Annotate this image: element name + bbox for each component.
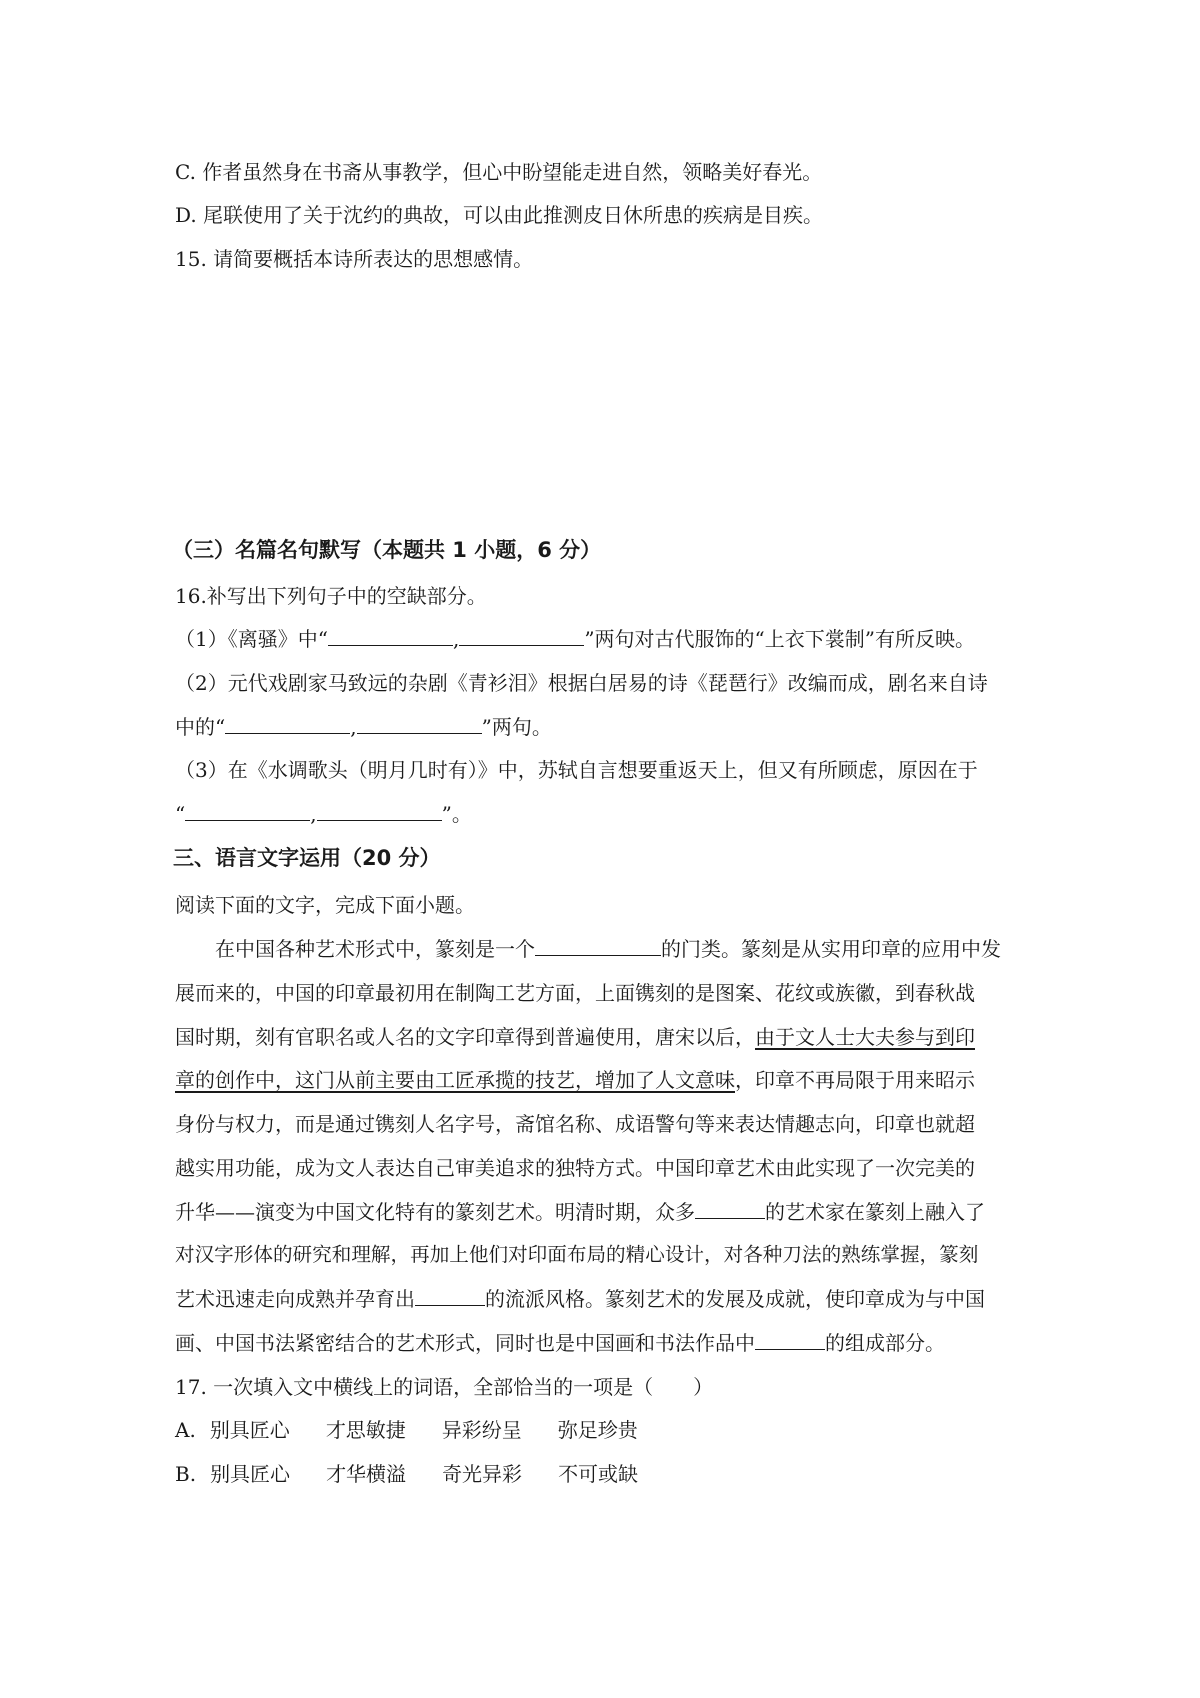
passage-underlined-text: 章的创作中，这门从前主要由工匠承揽的技艺，增加了人文意味 [175, 1068, 735, 1092]
option-word: 不可或缺 [558, 1462, 639, 1486]
q16-item1-text-a: （1）《离骚》中“ [175, 627, 328, 651]
passage-text: 的流派风格。篆刻艺术的发展及成就，使印章成为与中国 [485, 1287, 985, 1311]
passage-underlined-text: 由于文人士大夫参与到印 [755, 1025, 975, 1049]
option-word: 弥足珍贵 [557, 1418, 638, 1442]
passage-text: 国时期，刻有官职名或人名的文字印章得到普遍使用，唐宋以后， [175, 1025, 755, 1049]
option-word: 奇光异彩 [442, 1462, 523, 1486]
q16-item-3-line1: （3）在《水调歌头（明月几时有）》中，苏轼自言想要重返天上，但又有所顾虑，原因在于 [175, 758, 978, 782]
q16-item2-blank-1[interactable] [225, 717, 350, 734]
q16-stem: 16.补写出下列句子中的空缺部分。 [175, 584, 487, 608]
passage-blank-4[interactable] [755, 1333, 825, 1350]
passage-blank-3[interactable] [415, 1289, 485, 1306]
q16-item3-comma: , [310, 802, 317, 826]
option-word: 才思敏捷 [325, 1418, 406, 1442]
passage-line-5: 身份与权力，而是通过镌刻人名字号，斋馆名称、成语警句等来表达情趣志向，印章也就超 [175, 1112, 975, 1136]
passage-line-10 [175, 1333, 1031, 1353]
reading-intro: 阅读下面的文字，完成下面小题。 [175, 893, 475, 917]
q16-item1-comma: , [452, 627, 460, 651]
q16-item2-text-a: 中的“ [175, 715, 226, 739]
q16-item-2-line1: （2）元代戏剧家马致远的杂剧《青衫泪》根据白居易的诗《琵琶行》改编而成，剧名来自诗 [175, 671, 988, 695]
passage-blank-2[interactable] [695, 1202, 765, 1219]
q16-item2-blank-2[interactable] [357, 717, 482, 734]
q16-item3-text-c: ”。 [441, 802, 472, 826]
passage-line-4 [175, 1070, 1031, 1090]
q16-item-3-line2 [175, 804, 472, 824]
passage-text: ，印章不再局限于用来昭示 [735, 1068, 975, 1092]
q16-item2-text-c: ”两句。 [481, 715, 552, 739]
q16-item1-blank-2[interactable] [459, 629, 584, 646]
passage-line-2: 展而来的，中国的印章最初用在制陶工艺方面，上面镌刻的是图案、花纹或族徽，到春秋战 [175, 981, 975, 1005]
section-yuyan-heading: 三、语言文字运用（20 分） [173, 846, 441, 870]
passage-text: 的艺术家在篆刻上融入了 [765, 1200, 985, 1224]
option-label: B. [175, 1462, 197, 1486]
q16-item3-blank-1[interactable] [185, 804, 310, 821]
q14-option-d: D. 尾联使用了关于沈约的典故，可以由此推测皮日休所患的疾病是目疾。 [175, 203, 824, 227]
passage-line-7 [175, 1202, 1031, 1222]
q16-item1-text-c: ”两句对古代服饰的“上衣下裳制”有所反映。 [584, 627, 975, 651]
passage-line-6: 越实用功能，成为文人表达自己审美追求的独特方式。中国印章艺术由此实现了一次完美的 [175, 1156, 975, 1180]
passage-line-1 [215, 939, 1071, 959]
q16-item-2-line2 [175, 717, 552, 737]
passage-text: 升华——演变为中国文化特有的篆刻艺术。明清时期，众多 [175, 1200, 695, 1224]
q17-option-b [175, 1464, 674, 1484]
passage-line-3 [175, 1027, 1031, 1047]
passage-text: 在中国各种艺术形式中，篆刻是一个 [215, 937, 535, 961]
passage-line-8: 对汉字形体的研究和理解，再加上他们对印面布局的精心设计，对各种刀法的熟练掌握，篆刻 [175, 1243, 979, 1266]
q16-item-1 [175, 629, 975, 649]
passage-text: 画、中国书法紧密结合的艺术形式，同时也是中国画和书法作品中 [175, 1331, 755, 1355]
passage-text: 的组成部分。 [825, 1331, 945, 1355]
q14-option-c: C. 作者虽然身在书斋从事教学，但心中盼望能走进自然，领略美好春光。 [175, 160, 823, 184]
q15-stem: 15. 请简要概括本诗所表达的思想感情。 [175, 247, 534, 271]
q17-stem: 17. 一次填入文中横线上的词语，全部恰当的一项是（ ） [175, 1375, 714, 1399]
passage-blank-1[interactable] [535, 939, 661, 956]
option-word: 别具匠心 [209, 1418, 290, 1442]
section-mingju-heading: （三）名篇名句默写（本题共 1 小题，6 分） [172, 538, 602, 562]
option-label: A. [175, 1418, 196, 1442]
q16-item2-comma: , [350, 715, 357, 739]
option-word: 别具匠心 [210, 1462, 291, 1486]
q16-item1-blank-1[interactable] [328, 629, 453, 646]
option-word: 异彩纷呈 [441, 1418, 522, 1442]
passage-text: 的门类。篆刻是从实用印章的应用中发 [661, 937, 1001, 961]
q16-item3-blank-2[interactable] [317, 804, 442, 821]
passage-text: 艺术迅速走向成熟并孕育出 [175, 1287, 415, 1311]
passage-line-9 [175, 1289, 1031, 1309]
q17-option-a [175, 1420, 674, 1440]
option-word: 才华横溢 [326, 1462, 407, 1486]
q16-item3-text-a: “ [175, 802, 186, 826]
